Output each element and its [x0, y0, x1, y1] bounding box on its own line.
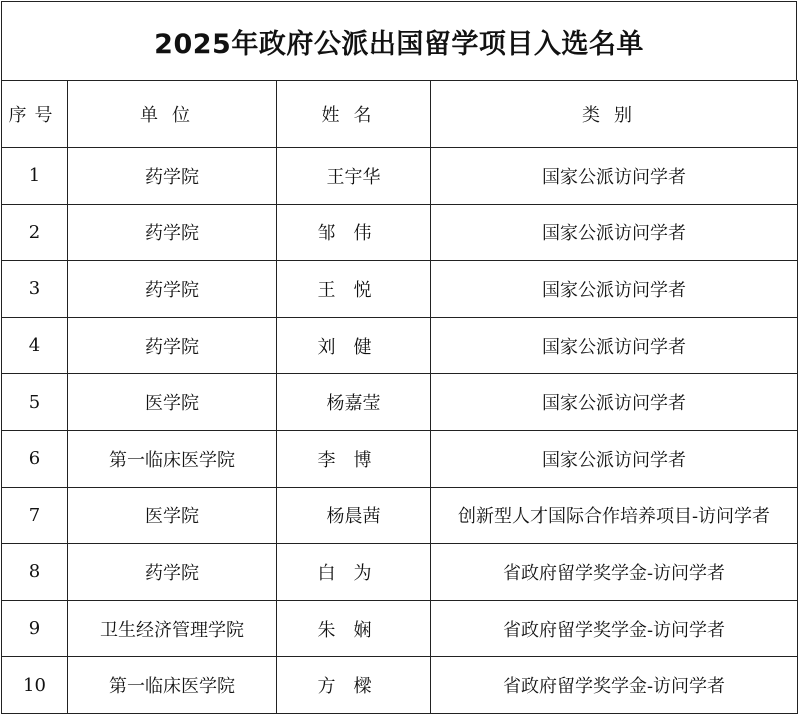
- cell-name: 李博: [277, 430, 431, 487]
- cell-seq: 3: [2, 261, 68, 318]
- cell-unit: 第一临床医学院: [68, 657, 277, 714]
- cell-seq: 1: [2, 148, 68, 205]
- cell-unit: 药学院: [68, 317, 277, 374]
- cell-seq: 5: [2, 374, 68, 431]
- cell-unit: 药学院: [68, 261, 277, 318]
- roster-table: [1, 80, 798, 714]
- cell-unit: 医学院: [68, 487, 277, 544]
- table-header: [2, 81, 798, 148]
- cell-name: 邹伟: [277, 204, 431, 261]
- cell-type: 省政府留学奖学金-访问学者: [431, 657, 798, 714]
- cell-name: 杨晨茜: [277, 487, 431, 544]
- cell-unit: 医学院: [68, 374, 277, 431]
- header-type: 类别: [431, 81, 798, 148]
- table-row: [2, 487, 798, 544]
- cell-unit: 第一临床医学院: [68, 430, 277, 487]
- cell-seq: 4: [2, 317, 68, 374]
- table-row: [2, 374, 798, 431]
- cell-type: 国家公派访问学者: [431, 374, 798, 431]
- cell-seq: 10: [2, 657, 68, 714]
- cell-type: 国家公派访问学者: [431, 317, 798, 374]
- cell-type: 省政府留学奖学金-访问学者: [431, 544, 798, 601]
- header-unit: 单位: [68, 81, 277, 148]
- cell-name: 朱娴: [277, 600, 431, 657]
- cell-name: 刘健: [277, 317, 431, 374]
- cell-name: 王宇华: [277, 148, 431, 205]
- cell-type: 国家公派访问学者: [431, 204, 798, 261]
- table-row: [2, 317, 798, 374]
- cell-seq: 7: [2, 487, 68, 544]
- cell-type: 创新型人才国际合作培养项目-访问学者: [431, 487, 798, 544]
- cell-seq: 2: [2, 204, 68, 261]
- cell-seq: 9: [2, 600, 68, 657]
- cell-unit: 卫生经济管理学院: [68, 600, 277, 657]
- table-row: [2, 600, 798, 657]
- cell-type: 国家公派访问学者: [431, 261, 798, 318]
- cell-unit: 药学院: [68, 204, 277, 261]
- cell-type: 国家公派访问学者: [431, 430, 798, 487]
- cell-unit: 药学院: [68, 148, 277, 205]
- cell-type: 省政府留学奖学金-访问学者: [431, 600, 798, 657]
- table-row: [2, 204, 798, 261]
- table-row: [2, 430, 798, 487]
- cell-seq: 6: [2, 430, 68, 487]
- table-row: [2, 148, 798, 205]
- cell-name: 方樑: [277, 657, 431, 714]
- header-seq: 序号: [2, 81, 68, 148]
- cell-name: 杨嘉莹: [277, 374, 431, 431]
- cell-type: 国家公派访问学者: [431, 148, 798, 205]
- header-row: [2, 81, 798, 148]
- cell-name: 王悦: [277, 261, 431, 318]
- cell-seq: 8: [2, 544, 68, 601]
- table-row: [2, 657, 798, 714]
- table-row: [2, 261, 798, 318]
- cell-unit: 药学院: [68, 544, 277, 601]
- table-row: [2, 544, 798, 601]
- cell-name: 白为: [277, 544, 431, 601]
- table-body: [2, 148, 798, 714]
- page-title: 2025年政府公派出国留学项目入选名单: [1, 1, 797, 81]
- header-name: 姓名: [277, 81, 431, 148]
